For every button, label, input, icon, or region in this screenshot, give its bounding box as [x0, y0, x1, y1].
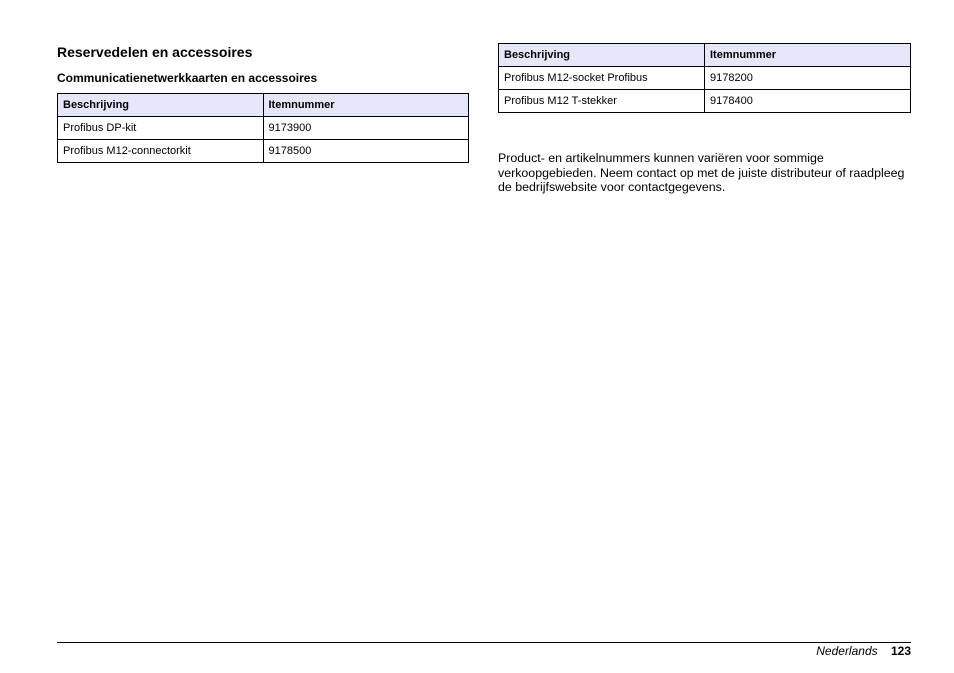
column-header-description: Beschrijving [499, 44, 705, 67]
cell-item-number: 9178400 [705, 90, 911, 113]
table-row [58, 140, 469, 163]
parts-table-profibus [498, 43, 911, 113]
availability-note: Product- en artikelnummers kunnen variëren voor sommige verkoopgebieden. Neem contact op met de juiste distributeur of raadpleeg de bedrijfswebsite voor contactgegevens. [498, 151, 905, 194]
table-row [58, 117, 469, 140]
cell-item-number: 9178500 [263, 140, 469, 163]
page-number: 123 [890, 644, 911, 658]
column-header-item-number: Itemnummer [705, 44, 911, 67]
right-column [498, 43, 911, 207]
footer-language: Nederlands [816, 644, 878, 658]
page-footer [816, 644, 911, 658]
cell-description: Profibus DP-kit [58, 117, 264, 140]
section-title: Reservedelen en accessoires [57, 44, 253, 60]
footer-divider [57, 642, 911, 643]
column-header-item-number: Itemnummer [263, 94, 469, 117]
cell-description: Profibus M12-connectorkit [58, 140, 264, 163]
cell-item-number: 9178200 [705, 67, 911, 90]
table-header-row [58, 94, 469, 117]
cell-description: Profibus M12 T-stekker [499, 90, 705, 113]
subsection-title: Communicatienetwerkkaarten en accessoires [57, 71, 318, 85]
left-column [57, 44, 469, 163]
table-row [499, 67, 911, 90]
parts-table-communication [57, 93, 469, 163]
cell-description: Profibus M12-socket Profibus [499, 67, 705, 90]
table-row [499, 90, 911, 113]
table-header-row [499, 44, 911, 67]
column-header-description: Beschrijving [58, 94, 264, 117]
cell-item-number: 9173900 [263, 117, 469, 140]
